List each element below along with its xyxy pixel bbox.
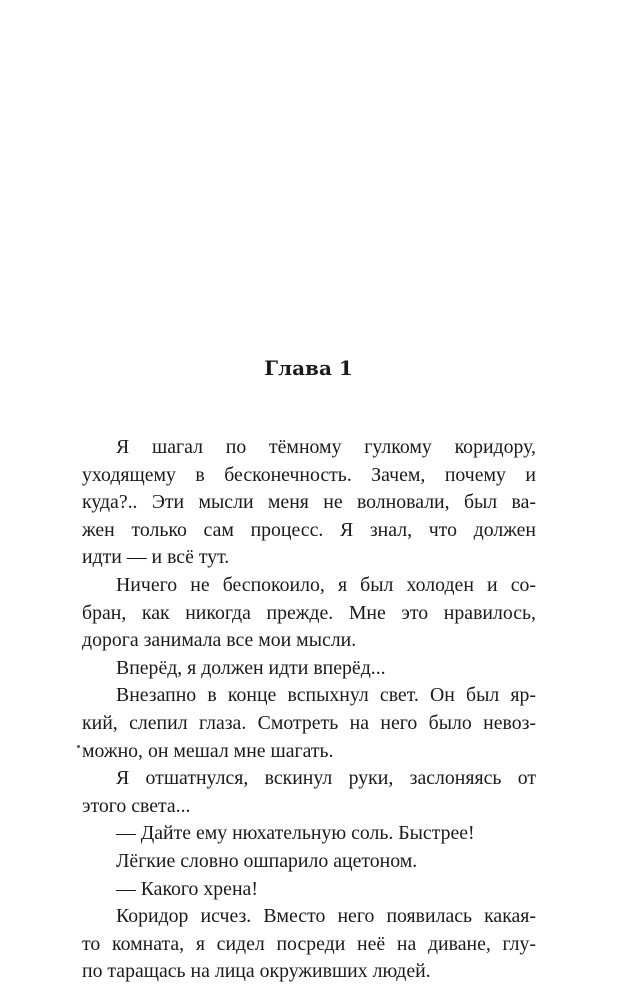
text-line: Внезапно в конце вспыхнул свет. Он был яр-	[116, 684, 536, 707]
text-line: Я шагал по тёмному гулкому коридору,	[116, 436, 536, 458]
chapter-body-text	[82, 434, 536, 986]
text-line: — Какого хрена!	[116, 877, 258, 900]
text-line: то комната, я сидел посреди неё на диване, глу-	[82, 932, 536, 955]
text-line: бран, как никогда прежде. Мне это нравилось,	[82, 601, 536, 624]
text-line: жен только сам процесс. Я знал, что должен	[82, 518, 536, 541]
text-line: — Дайте ему нюхательную соль. Быстрее!	[116, 822, 475, 845]
text-line: Я отшатнулся, вскинул руки, заслоняясь от	[116, 767, 536, 790]
text-line: Вперёд, я должен идти вперёд...	[116, 656, 386, 679]
text-line: можно, он мешал мне шагать.	[82, 739, 334, 762]
text-line: куда?.. Эти мысли меня не волновали, был ва-	[82, 491, 536, 514]
chapter-title: Глава 1	[264, 356, 353, 380]
text-line: идти — и всё тут.	[82, 546, 230, 569]
text-line: дорога занимала все мои мысли.	[82, 629, 357, 652]
text-line: Ничего не беспокоило, я был холоден и со-	[116, 573, 536, 596]
text-line: Лёгкие словно ошпарило ацетоном.	[116, 849, 418, 872]
text-line: Коридор исчез. Вместо него появилась какая-	[116, 905, 536, 928]
text-line: кий, слепил глаза. Смотреть на него было невоз-	[82, 711, 536, 734]
text-line: уходящему в бесконечность. Зачем, почему и	[82, 463, 536, 486]
text-line: этого света...	[82, 794, 191, 817]
page-speck-mark	[77, 745, 80, 748]
text-line: по таращась на лица окруживших людей.	[82, 960, 431, 983]
